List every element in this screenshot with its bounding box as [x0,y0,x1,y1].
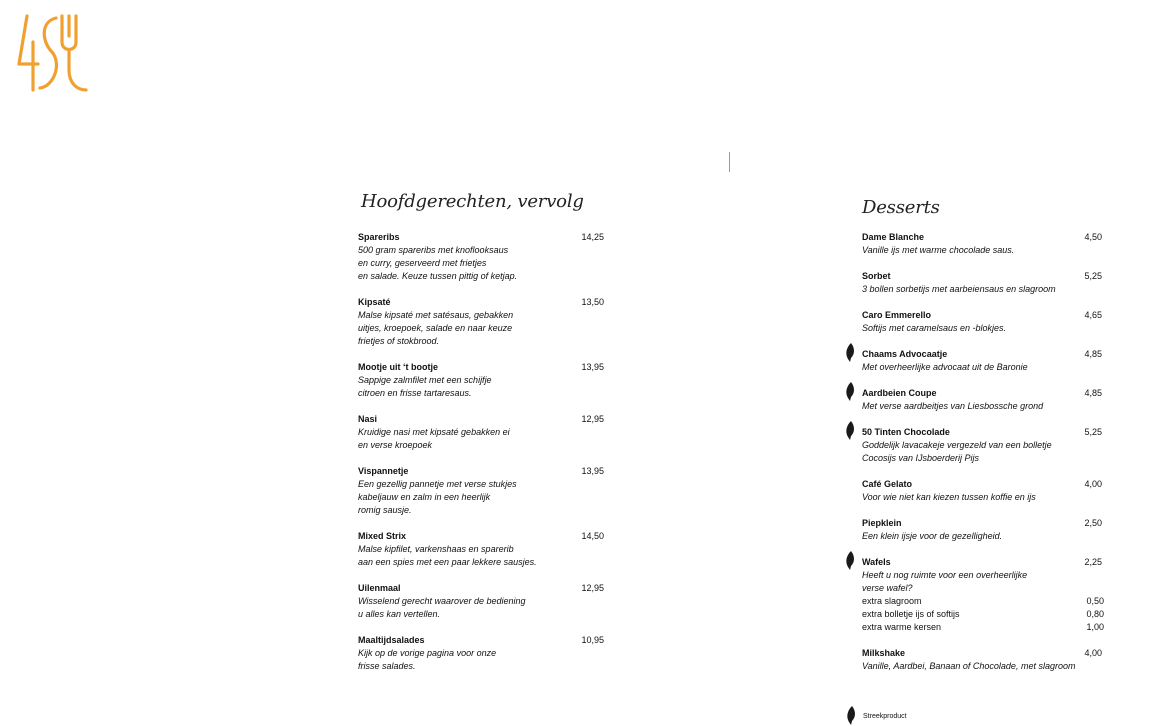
desserts-list [862,231,1104,686]
restaurant-logo-icon [16,12,90,94]
item-description: Een gezellig pannetje met verse stukjes kabeljauw en zalm in een heerlijk romig sausje. [358,479,517,515]
item-name: Kipsaté [358,297,391,307]
item-name: Uilenmaal [358,583,401,593]
extra-price: 0,50 [1086,596,1104,606]
menu-item [358,296,608,361]
item-description: Voor wie niet kan kiezen tussen koffie en ijs [862,492,1036,502]
item-name: Café Gelato [862,479,913,489]
item-description: 3 bollen sorbetijs met aarbeiensaus en slagroom [862,284,1056,294]
item-description: Heeft u nog ruimte voor een overheerlijke verse wafel? [862,570,1028,593]
menu-item [862,270,1104,309]
item-price: 10,95 [581,635,604,645]
item-name: 50 Tinten Chocolade [862,427,950,437]
item-price: 14,25 [581,232,604,242]
item-name: Vispannetje [358,466,409,476]
item-name: Spareribs [358,232,400,242]
item-name: Milkshake [862,648,906,658]
regional-product-leaf-icon [845,550,856,571]
item-description: Vanille, Aardbei, Banaan of Chocolade, met slagroom [862,661,1076,671]
item-description: Met verse aardbeitjes van Liesbossche grond [862,401,1044,411]
item-price: 4,50 [1084,232,1102,242]
extra-price: 1,00 [1086,622,1104,632]
menu-item [862,309,1104,348]
menu-item [862,647,1104,686]
item-price: 13,50 [581,297,604,307]
menu-item [358,231,608,296]
legend [846,705,907,726]
extra-option [862,621,1104,634]
item-description: Malse kipfilet, varkenshaas en sparerib aan een spies met een paar lekkere sausjes. [358,544,537,567]
menu-item [358,413,608,465]
item-description: Softijs met caramelsaus en -blokjes. [862,323,1007,333]
menu-item [358,582,608,634]
item-name: Sorbet [862,271,891,281]
item-price: 4,00 [1084,648,1102,658]
extra-name: extra slagroom [862,596,922,606]
legend-label: Streekproduct [863,713,907,720]
main-courses-list [358,231,608,686]
extra-name: extra warme kersen [862,622,942,632]
regional-product-leaf-icon [845,420,856,441]
item-price: 4,65 [1084,310,1102,320]
menu-item [862,426,1104,478]
item-name: Wafels [862,557,891,567]
extra-option [862,608,1104,621]
item-name: Maaltijdsalades [358,635,425,645]
item-price: 12,95 [581,414,604,424]
item-name: Aardbeien Coupe [862,388,937,398]
item-name: Dame Blanche [862,232,925,242]
desserts-title: Desserts [862,197,940,218]
item-description: Vanille ijs met warme chocolade saus. [862,245,1015,255]
menu-item [358,530,608,582]
menu-item [862,231,1104,270]
item-price: 14,50 [581,531,604,541]
main-courses-title: Hoofdgerechten, vervolg [361,191,584,212]
item-price: 12,95 [581,583,604,593]
item-price: 2,25 [1084,557,1102,567]
item-price: 5,25 [1084,427,1102,437]
item-description: Kijk op de vorige pagina voor onze frisse salades. [358,648,497,671]
item-description: Wisselend gerecht waarover de bediening u alles kan vertellen. [358,596,526,619]
menu-item [358,634,608,686]
item-price: 4,00 [1084,479,1102,489]
regional-product-leaf-icon [845,381,856,402]
item-description: Goddelijk lavacakeje vergezeld van een bolletje Cocosijs van IJsboerderij Pijs [862,440,1052,463]
item-price: 5,25 [1084,271,1102,281]
item-name: Mootje uit ‘t bootje [358,362,438,372]
item-price: 4,85 [1084,349,1102,359]
item-price: 2,50 [1084,518,1102,528]
menu-item [862,517,1104,556]
item-price: 13,95 [581,466,604,476]
item-name: Mixed Strix [358,531,407,541]
item-description: Met overheerlijke advocaat uit de Baronie [862,362,1028,372]
item-name: Nasi [358,414,378,424]
menu-item [358,361,608,413]
item-price: 4,85 [1084,388,1102,398]
menu-item [862,387,1104,426]
menu-item [358,465,608,530]
item-price: 13,95 [581,362,604,372]
menu-item [862,478,1104,517]
regional-product-leaf-icon [845,342,856,363]
item-description: Malse kipsaté met satésaus, gebakken uitjes, kroepoek, salade en naar keuze frietjes of stokbrood. [358,310,514,346]
menu-item [862,556,1104,647]
item-name: Caro Emmerello [862,310,932,320]
item-description: Een klein ijsje voor de gezelligheid. [862,531,1003,541]
page-divider [729,152,730,172]
extra-option [862,595,1104,608]
item-name: Piepklein [862,518,902,528]
menu-item [862,348,1104,387]
extra-name: extra bolletje ijs of softijs [862,609,960,619]
regional-product-leaf-icon [846,705,857,726]
item-description: Kruidige nasi met kipsaté gebakken ei en verse kroepoek [358,427,510,450]
item-description: Sappige zalmfilet met een schijfje citroen en frisse tartaresaus. [358,375,492,398]
extra-price: 0,80 [1086,609,1104,619]
item-description: 500 gram spareribs met knoflooksaus en curry, geserveerd met frietjes en salade. Keuze tussen pittig of ketjap. [358,245,518,281]
item-name: Chaams Advocaatje [862,349,948,359]
